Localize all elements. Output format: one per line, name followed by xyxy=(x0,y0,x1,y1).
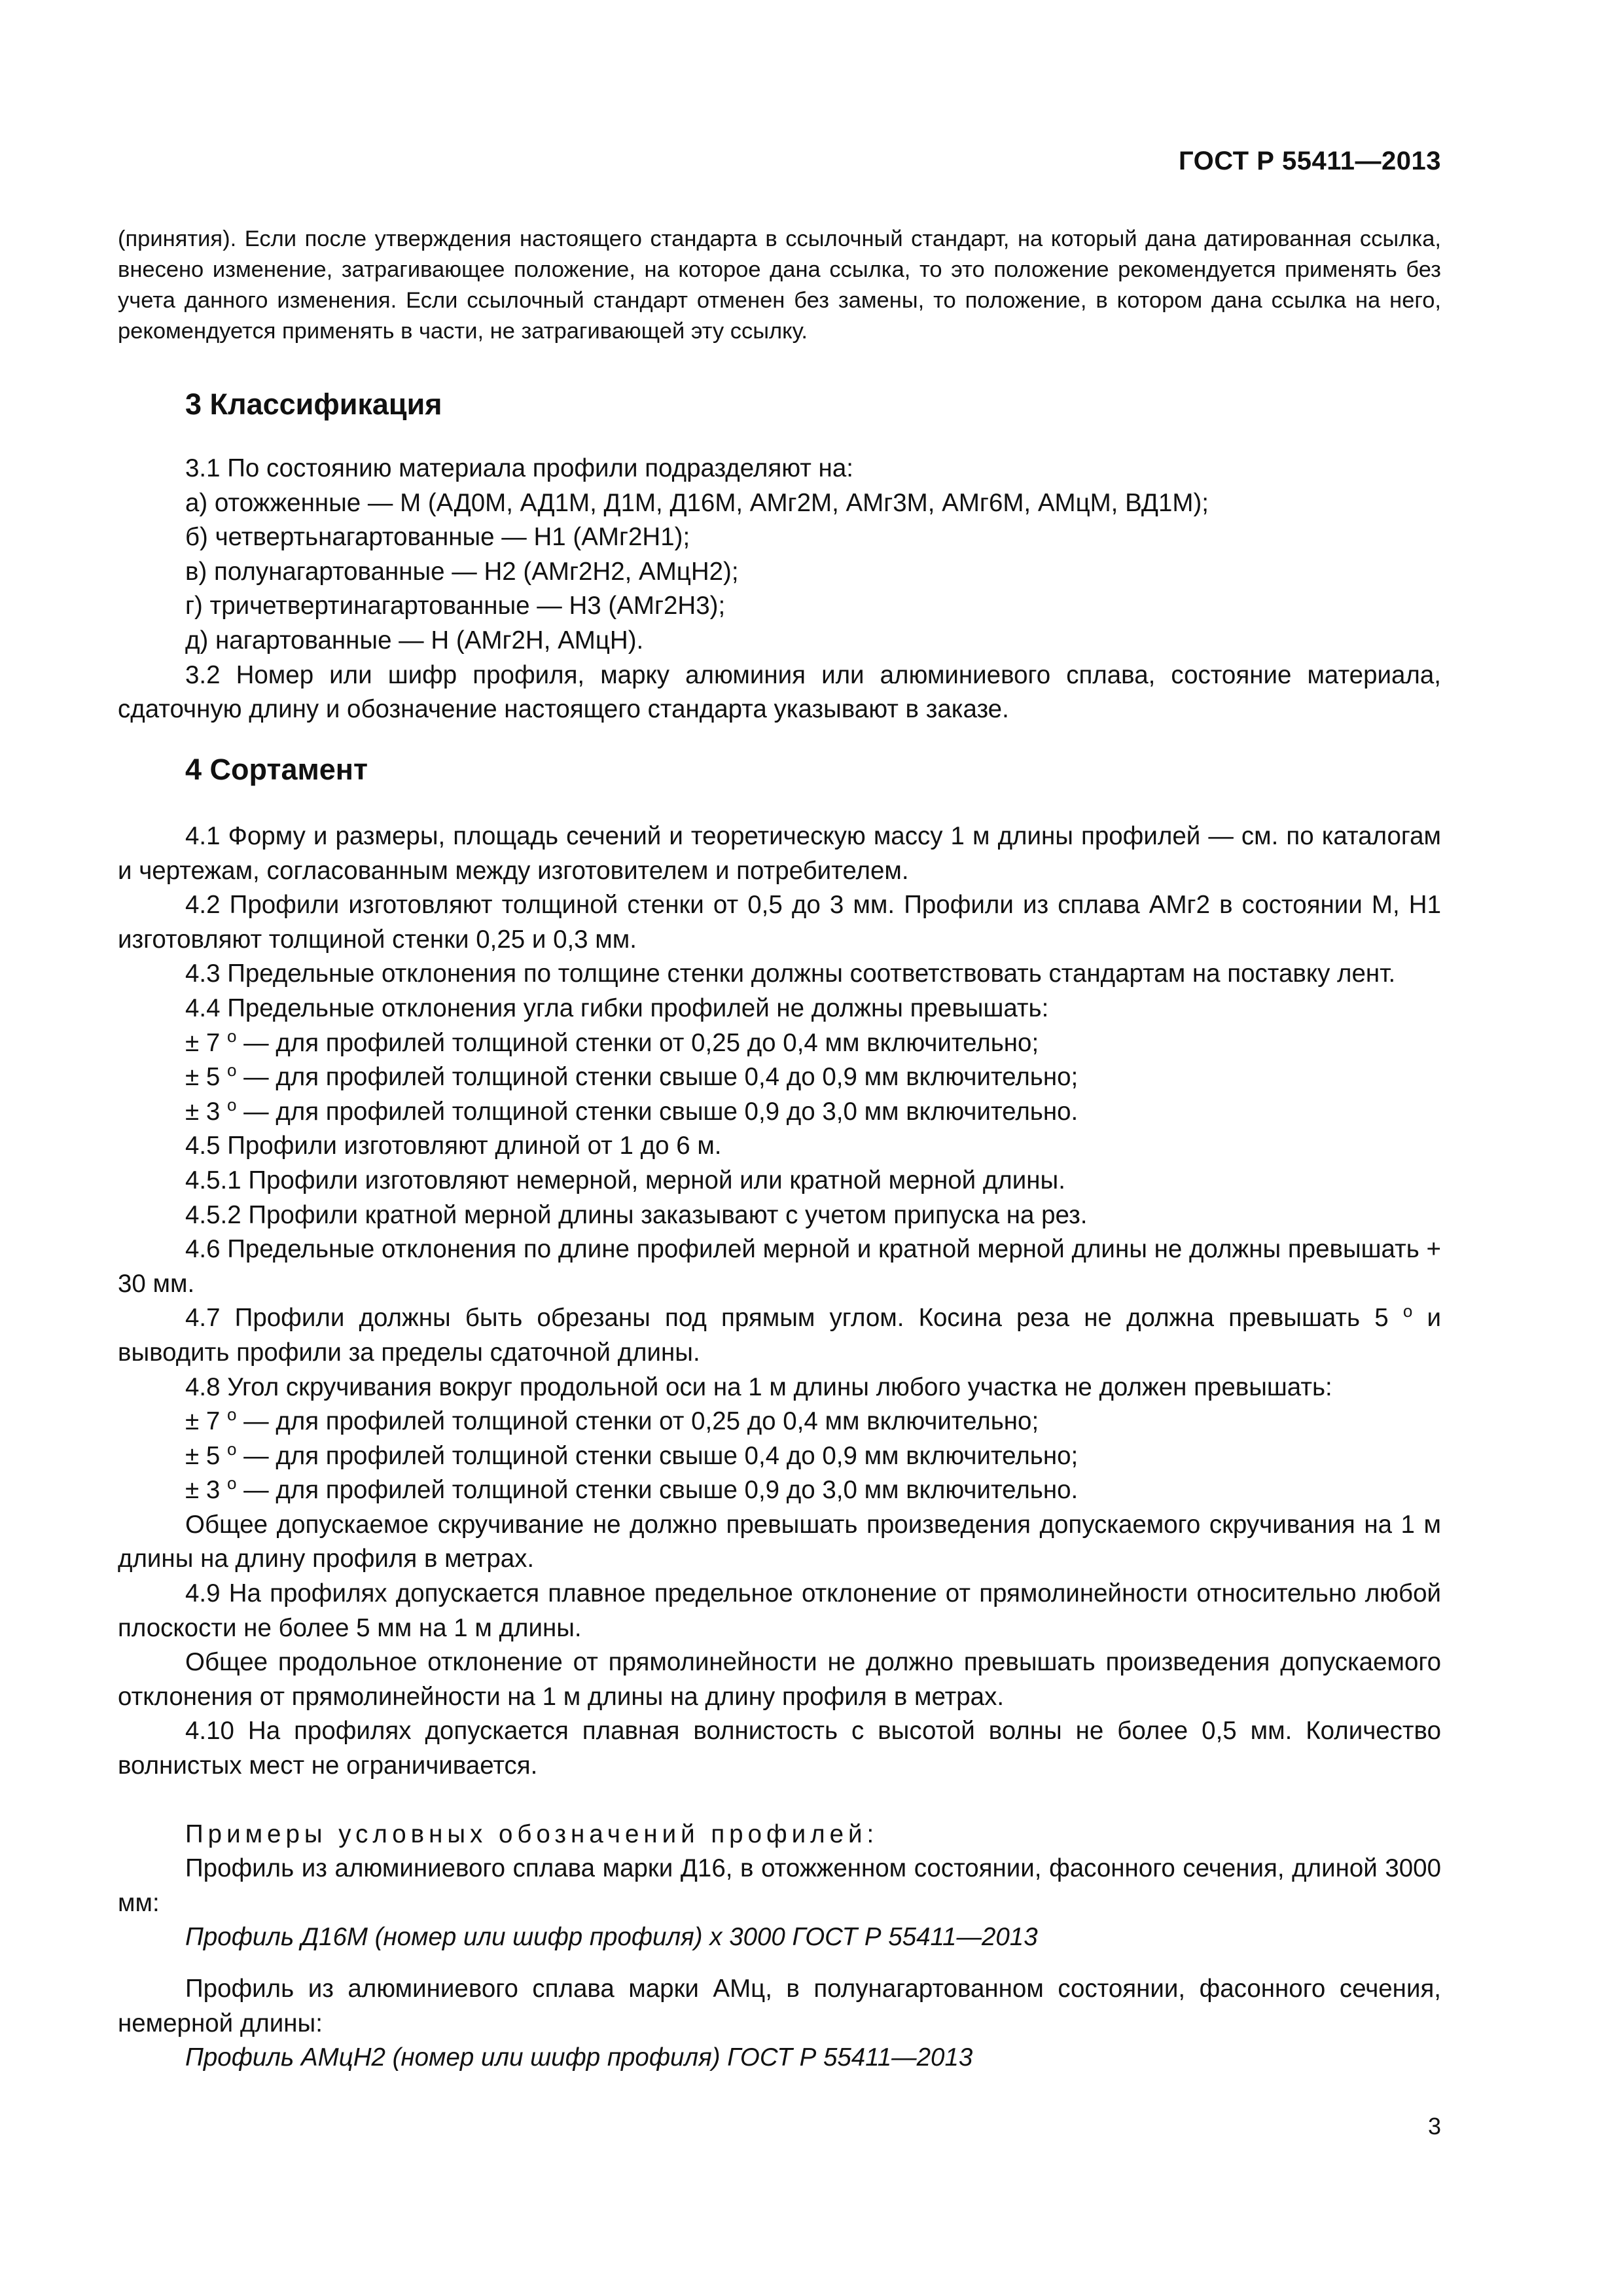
classification-item-d: г) тричетвертинагартованные — Н3 (АМг2Н3); xyxy=(185,592,726,620)
clause-4-7-text: 4.7 Профили должны быть обрезаны под прямым углом. Косина реза не должна превышать 5 xyxy=(185,1304,1389,1333)
clause-4-5: 4.5 Профили изготовляют длиной от 1 до 6 м. xyxy=(185,1132,722,1160)
degree-mark: о xyxy=(226,1473,237,1494)
tolerance-text: — для профилей толщиной стенки свыше 0,4 до 0,9 мм включительно; xyxy=(243,1063,1079,1092)
degree-mark: о xyxy=(226,1405,237,1425)
section-4-title: 4 Сортамент xyxy=(185,753,368,786)
example-2-designation: Профиль АМцН2 (номер или шифр профиля) ГОСТ Р 55411—2013 xyxy=(185,2043,973,2072)
section-3-body xyxy=(118,452,1441,727)
intro-paragraph xyxy=(118,224,1441,347)
clause-4-10: 4.10 На профилях допускается плавная волнистость с высотой волны не более 0,5 мм. Количество волнистых мест не ограничивается. xyxy=(118,1717,1441,1780)
clause-4-8: 4.8 Угол скручивания вокруг продольной оси на 1 м длины любого участка не должен превышать: xyxy=(185,1372,1332,1401)
clause-3-2: 3.2 Номер или шифр профиля, марку алюминия или алюминиевого сплава, состояние материала, сдаточную длину и обозначение настоящего стандарта указывают в заказе. xyxy=(118,660,1441,724)
classification-item-c: в) полунагартованные — Н2 (АМг2Н2, АМцН2); xyxy=(185,557,739,586)
total-straightness-paragraph: Общее продольное отклонение от прямолинейности не должно превышать произведения допускаемого отклонения от прямолинейности на 1 м длины на длину профиля в метрах. xyxy=(118,1648,1441,1711)
clause-4-4: 4.4 Предельные отклонения угла гибки профилей не должны превышать: xyxy=(185,994,1049,1022)
clause-4-9: 4.9 На профилях допускается плавное предельное отклонение от прямолинейности относительно любой плоскости не более 5 мм на 1 м длины. xyxy=(118,1579,1441,1642)
tolerance-value: ± 5 xyxy=(185,1441,221,1470)
clause-4-2: 4.2 Профили изготовляют толщиной стенки от 0,5 до 3 мм. Профили из сплава АМг2 в состоянии М, Н1 изготовляют толщиной стенки 0,25 и 0,3 мм. xyxy=(118,891,1441,954)
clause-4-1: 4.1 Форму и размеры, площадь сечений и теоретическую массу 1 м длины профилей — см. по каталогам и чертежам, согласованным между изготовителем и потребителем. xyxy=(118,822,1441,885)
degree-mark: о xyxy=(1402,1301,1413,1321)
bend-tolerance-a xyxy=(118,1026,1441,1061)
tolerance-text: — для профилей толщиной стенки от 0,25 до 0,4 мм включительно; xyxy=(243,1028,1039,1057)
section-4-body xyxy=(118,819,1441,2075)
section-3-title: 3 Классификация xyxy=(185,387,442,421)
spacer xyxy=(118,1955,1441,1972)
intro-text: (принятия). Если после утверждения настоящего стандарта в ссылочный стандарт, на который дана датированная ссылка, внесено изменение, затрагивающее положение, на которое дана ссылка, то это положение рекомендуется применять без учета данного изменения. Если ссылочный стандарт отменен без замены, то положение, в котором дана ссылка на него, рекомендуется применять в части, не затрагивающей эту ссылку. xyxy=(118,226,1441,344)
tolerance-value: ± 7 xyxy=(185,1028,221,1057)
tolerance-text: — для профилей толщиной стенки от 0,25 до 0,4 мм включительно; xyxy=(243,1407,1039,1436)
tolerance-value: ± 7 xyxy=(185,1407,221,1436)
twist-tolerance-b xyxy=(118,1439,1441,1474)
degree-mark: о xyxy=(226,1060,237,1081)
spacer xyxy=(118,1784,1441,1818)
tolerance-text: — для профилей толщиной стенки свыше 0,4 до 0,9 мм включительно; xyxy=(243,1441,1079,1470)
tolerance-value: ± 3 xyxy=(185,1097,221,1126)
tolerance-value: ± 5 xyxy=(185,1063,221,1092)
clause-4-7 xyxy=(118,1301,1441,1370)
example-2-description: Профиль из алюминиевого сплава марки АМц, в полунагартованном состоянии, фасонного сечения, немерной длины: xyxy=(118,1975,1441,2037)
clause-4-7-text-end: и выводить профили за пределы сдаточной длины. xyxy=(118,1304,1441,1367)
page-number: 3 xyxy=(1427,2113,1441,2140)
total-twist-paragraph: Общее допускаемое скручивание не должно превышать произведения допускаемого скручивания на 1 м длины на длину профиля в метрах. xyxy=(118,1510,1441,1573)
tolerance-text: — для профилей толщиной стенки свыше 0,9 до 3,0 мм включительно. xyxy=(243,1097,1079,1126)
bend-tolerance-b xyxy=(118,1060,1441,1095)
bend-tolerance-c xyxy=(118,1095,1441,1130)
clause-4-5-2: 4.5.2 Профили кратной мерной длины заказывают с учетом припуска на рез. xyxy=(185,1200,1088,1229)
clause-3-1: 3.1 По состоянию материала профили подразделяют на: xyxy=(185,454,853,482)
twist-tolerance-a xyxy=(118,1405,1441,1439)
classification-item-e: д) нагартованные — Н (АМг2Н, АМцН). xyxy=(185,626,644,655)
degree-mark: о xyxy=(226,1026,237,1046)
example-1-description: Профиль из алюминиевого сплава марки Д16, в отожженном состоянии, фасонного сечения, длиной 3000 мм: xyxy=(118,1854,1441,1917)
examples-heading: Примеры условных обозначений профилей: xyxy=(185,1820,879,1848)
degree-mark: о xyxy=(226,1439,237,1459)
tolerance-text: — для профилей толщиной стенки свыше 0,9 до 3,0 мм включительно. xyxy=(243,1476,1079,1505)
document-code-header: ГОСТ Р 55411—2013 xyxy=(1179,147,1441,175)
document-page xyxy=(118,0,1441,2296)
clause-4-6: 4.6 Предельные отклонения по длине профилей мерной и кратной мерной длины не должны превышать + 30 мм. xyxy=(118,1235,1441,1298)
tolerance-value: ± 3 xyxy=(185,1476,221,1505)
clause-4-5-1: 4.5.1 Профили изготовляют немерной, мерной или кратной мерной длины. xyxy=(185,1166,1065,1194)
example-1-designation: Профиль Д16М (номер или шифр профиля) х 3000 ГОСТ Р 55411—2013 xyxy=(185,1923,1038,1952)
classification-item-b: б) четвертьнагартованные — Н1 (АМг2Н1); xyxy=(185,523,690,552)
degree-mark: о xyxy=(226,1094,237,1115)
classification-item-a: а) отожженные — М (АД0М, АД1М, Д1М, Д16М, АМг2М, АМг3М, АМг6М, АМцМ, ВД1М); xyxy=(185,488,1209,517)
clause-4-3: 4.3 Предельные отклонения по толщине стенки должны соответствовать стандартам на поставку лент. xyxy=(185,960,1396,988)
twist-tolerance-c xyxy=(118,1473,1441,1508)
